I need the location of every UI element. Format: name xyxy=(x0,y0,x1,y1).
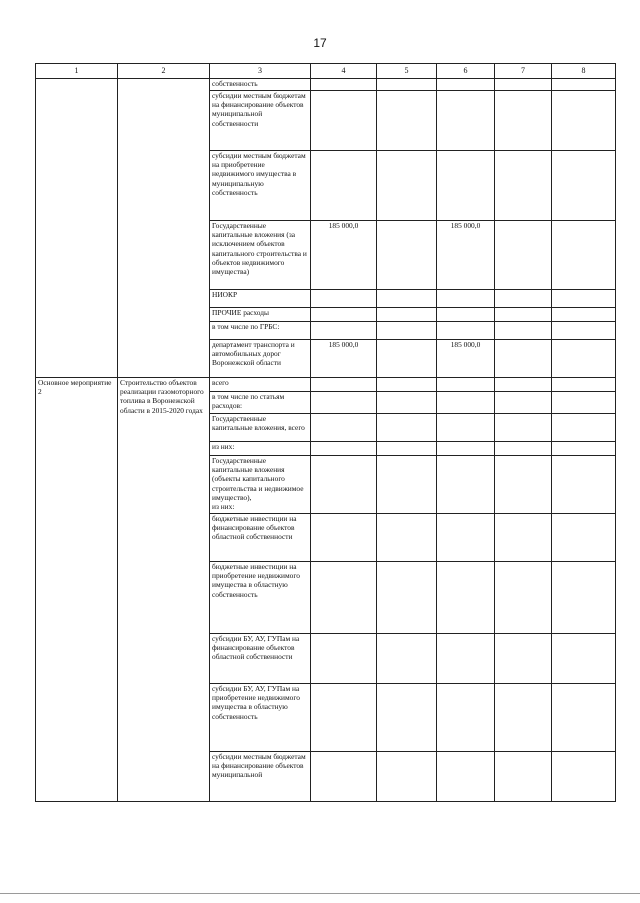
column-header: 2 xyxy=(118,64,210,79)
value-col6 xyxy=(437,752,495,802)
value-col8 xyxy=(552,378,616,392)
value-col7 xyxy=(495,634,552,684)
value-col7 xyxy=(495,221,552,290)
value-col7 xyxy=(495,752,552,802)
value-col7 xyxy=(495,91,552,151)
value-col8 xyxy=(552,514,616,562)
value-col4 xyxy=(311,514,377,562)
value-col5 xyxy=(377,151,437,221)
value-col6 xyxy=(437,322,495,340)
expense-label: Государственные капитальные вложения, всего xyxy=(210,414,311,442)
value-col6: 185 000,0 xyxy=(437,340,495,378)
value-col4 xyxy=(311,634,377,684)
value-col8 xyxy=(552,392,616,414)
column-header: 8 xyxy=(552,64,616,79)
value-col6 xyxy=(437,308,495,322)
value-col8 xyxy=(552,322,616,340)
expense-label: департамент транспорта и автомобильных дорог Воронежской области xyxy=(210,340,311,378)
column-header: 4 xyxy=(311,64,377,79)
expense-label: субсидии местным бюджетам на финансирование объектов муниципальной xyxy=(210,752,311,802)
value-col5 xyxy=(377,378,437,392)
expense-label: бюджетные инвестиции на финансирование объектов областной собственности xyxy=(210,514,311,562)
value-col5 xyxy=(377,684,437,752)
expense-label: субсидии местным бюджетам на приобретение недвижимого имущества в муниципальную собственность xyxy=(210,151,311,221)
value-col5 xyxy=(377,634,437,684)
value-col6 xyxy=(437,290,495,308)
value-col6 xyxy=(437,378,495,392)
value-col4 xyxy=(311,308,377,322)
value-col7 xyxy=(495,684,552,752)
header-row xyxy=(36,64,616,79)
value-col5 xyxy=(377,456,437,514)
value-col5 xyxy=(377,414,437,442)
value-col6 xyxy=(437,634,495,684)
value-col7 xyxy=(495,378,552,392)
value-col8 xyxy=(552,91,616,151)
value-col7 xyxy=(495,290,552,308)
value-col7 xyxy=(495,456,552,514)
value-col7 xyxy=(495,392,552,414)
expense-label: субсидии БУ, АУ, ГУПам на финансирование объектов областной собственности xyxy=(210,634,311,684)
budget-table xyxy=(35,63,616,802)
expense-label-text: Государственные капитальные вложения (объекты капитального строительства и недвижимое имущество), xyxy=(212,456,304,502)
value-col6 xyxy=(437,79,495,91)
value-col7 xyxy=(495,562,552,634)
value-col5 xyxy=(377,221,437,290)
value-col8 xyxy=(552,684,616,752)
value-col8 xyxy=(552,634,616,684)
expense-label: всего xyxy=(210,378,311,392)
value-col5 xyxy=(377,562,437,634)
value-col5 xyxy=(377,308,437,322)
column-header: 7 xyxy=(495,64,552,79)
value-col4 xyxy=(311,79,377,91)
value-col4 xyxy=(311,684,377,752)
expense-label: в том числе по статьям расходов: xyxy=(210,392,311,414)
expense-label xyxy=(210,456,311,514)
value-col5 xyxy=(377,392,437,414)
value-col5 xyxy=(377,79,437,91)
value-col4 xyxy=(311,414,377,442)
value-col6: 185 000,0 xyxy=(437,221,495,290)
value-col8 xyxy=(552,414,616,442)
value-col5 xyxy=(377,340,437,378)
value-col4 xyxy=(311,752,377,802)
value-col6 xyxy=(437,91,495,151)
expense-label: ПРОЧИЕ расходы xyxy=(210,308,311,322)
expense-label: субсидии БУ, АУ, ГУПам на приобретение недвижимого имущества в областную собственность xyxy=(210,684,311,752)
expense-label: собственность xyxy=(210,79,311,91)
column-header: 1 xyxy=(36,64,118,79)
value-col5 xyxy=(377,322,437,340)
value-col8 xyxy=(552,79,616,91)
value-col8 xyxy=(552,562,616,634)
value-col4 xyxy=(311,378,377,392)
value-col8 xyxy=(552,752,616,802)
value-col6 xyxy=(437,684,495,752)
value-col8 xyxy=(552,456,616,514)
value-col4 xyxy=(311,456,377,514)
expense-label: из них: xyxy=(210,442,311,456)
value-col6 xyxy=(437,442,495,456)
value-col7 xyxy=(495,442,552,456)
value-col4 xyxy=(311,442,377,456)
measure-description: Строительство объектов реализации газомоторного топлива в Воронежской области в 2015-2020 годах xyxy=(118,378,210,802)
value-col7 xyxy=(495,308,552,322)
expense-sublabel: из них: xyxy=(212,502,235,512)
empty-cell xyxy=(36,79,118,378)
value-col4 xyxy=(311,290,377,308)
value-col8 xyxy=(552,308,616,322)
empty-cell xyxy=(118,79,210,378)
value-col7 xyxy=(495,514,552,562)
value-col8 xyxy=(552,442,616,456)
expense-label: субсидии местным бюджетам на финансирование объектов муниципальной собственности xyxy=(210,91,311,151)
value-col8 xyxy=(552,340,616,378)
value-col4 xyxy=(311,322,377,340)
value-col5 xyxy=(377,290,437,308)
value-col4 xyxy=(311,392,377,414)
value-col7 xyxy=(495,322,552,340)
value-col8 xyxy=(552,221,616,290)
expense-label: НИОКР xyxy=(210,290,311,308)
expense-label: Государственные капитальные вложения (за исключением объектов капитального строительства и объектов недвижимого имущества) xyxy=(210,221,311,290)
value-col6 xyxy=(437,456,495,514)
value-col6 xyxy=(437,562,495,634)
value-col4 xyxy=(311,562,377,634)
value-col5 xyxy=(377,442,437,456)
column-header: 3 xyxy=(210,64,311,79)
value-col5 xyxy=(377,514,437,562)
value-col8 xyxy=(552,290,616,308)
value-col4 xyxy=(311,91,377,151)
measure-name: Основное мероприятие 2 xyxy=(36,378,118,802)
value-col6 xyxy=(437,392,495,414)
value-col4 xyxy=(311,151,377,221)
expense-label: в том числе по ГРБС: xyxy=(210,322,311,340)
value-col6 xyxy=(437,151,495,221)
page-number: 17 xyxy=(313,36,327,50)
value-col4: 185 000,0 xyxy=(311,340,377,378)
table-row xyxy=(36,79,616,91)
page-edge-line xyxy=(0,893,640,894)
value-col6 xyxy=(437,414,495,442)
value-col4: 185 000,0 xyxy=(311,221,377,290)
value-col7 xyxy=(495,414,552,442)
value-col8 xyxy=(552,151,616,221)
value-col6 xyxy=(437,514,495,562)
value-col7 xyxy=(495,151,552,221)
expense-label: бюджетные инвестиции на приобретение недвижимого имущества в областную собственность xyxy=(210,562,311,634)
value-col7 xyxy=(495,340,552,378)
table-row xyxy=(36,378,616,392)
column-header: 5 xyxy=(377,64,437,79)
value-col7 xyxy=(495,79,552,91)
value-col5 xyxy=(377,91,437,151)
column-header: 6 xyxy=(437,64,495,79)
value-col5 xyxy=(377,752,437,802)
